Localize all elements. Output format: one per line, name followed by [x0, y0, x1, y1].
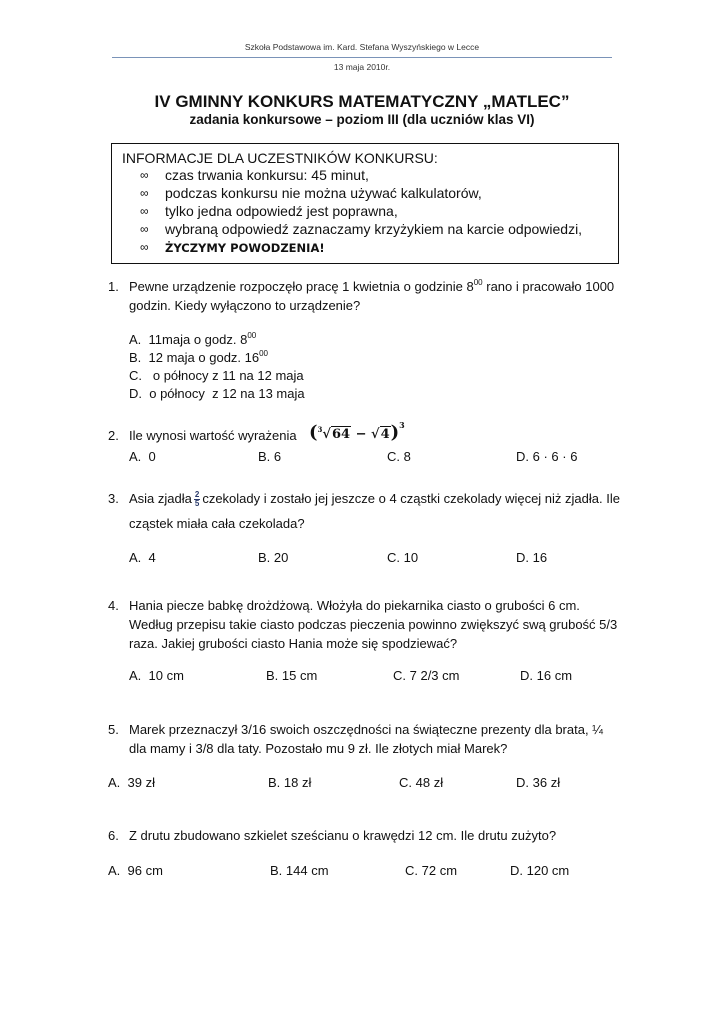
question-3-number: 3.: [108, 491, 119, 506]
q5-option-c[interactable]: C. 48 zł: [399, 775, 444, 790]
header-date: 13 maja 2010r.: [333, 62, 391, 72]
infinity-bullet-icon: ∞: [140, 204, 149, 218]
q4-option-a[interactable]: A. 10 cm: [129, 668, 184, 683]
question-1-text: Pewne urządzenie rozpoczęło pracę 1 kwietnia o godzinie $8^{00}$ rano i pracowało 1000 godzin. Kiedy wyłączono to urządzenie?: [129, 278, 615, 313]
q1-option-a[interactable]: A. 11maja o godz. $8^{00}$: [129, 331, 257, 347]
q3-option-b[interactable]: B. 20: [258, 550, 289, 565]
infinity-bullet-icon: ∞: [140, 240, 149, 254]
page-title: IV GMINNY KONKURS MATEMATYCZNY „MATLEC”: [154, 92, 570, 111]
page-subtitle: zadania konkursowe – poziom III (dla uczniów klas VI): [189, 112, 535, 127]
q2-option-b[interactable]: B. 6: [258, 449, 282, 464]
info-item: ∞ tylko jedna odpowiedź jest poprawna,: [140, 203, 398, 219]
infinity-bullet-icon: ∞: [140, 186, 149, 200]
infinity-bullet-icon: ∞: [140, 168, 149, 182]
q6-option-d[interactable]: D. 120 cm: [510, 863, 570, 878]
info-box: [111, 143, 619, 264]
q3-option-a[interactable]: A. 4: [129, 550, 156, 565]
school-name: Szkoła Podstawowa im. Kard. Stefana Wyszyńskiego w Lecce: [244, 42, 480, 52]
question-2-number: 2.: [108, 428, 119, 443]
q4-option-b[interactable]: B. 15 cm: [266, 668, 318, 683]
question-3-text-line2: cząstek miała cała czekolada?: [129, 516, 305, 531]
q3-option-c[interactable]: C. 10: [387, 550, 419, 565]
q1-option-b[interactable]: B. 12 maja o godz. $16^{00}$: [129, 349, 269, 365]
q3-fraction: $\frac{2}{5}$: [194, 490, 200, 509]
question-6-number: 6.: [108, 828, 119, 843]
infinity-bullet-icon: ∞: [140, 222, 149, 236]
q2-expression: $(^3√64 - √4)^3$: [309, 420, 405, 443]
q5-option-d[interactable]: D. 36 zł: [516, 775, 561, 790]
question-4-number: 4.: [108, 598, 119, 613]
q6-option-b[interactable]: B. 144 cm: [270, 863, 329, 878]
q1-option-d[interactable]: D. o północy z 12 na 13 maja: [129, 386, 305, 401]
q4-option-c[interactable]: C. 7 2/3 cm: [393, 668, 460, 683]
q2-option-c[interactable]: C. 8: [387, 449, 411, 464]
question-5-number: 5.: [108, 722, 119, 737]
question-1-number: 1.: [108, 279, 119, 294]
q3-option-d[interactable]: D. 16: [516, 550, 548, 565]
question-3-text: Asia zjadła $\frac{2}{5}$ czekolady i zostało jej jeszcze o 4 cząstki czekolady więcej niż zjadła. Ile: [129, 490, 620, 509]
header-divider: [112, 57, 612, 58]
info-item: ∞ czas trwania konkursu: 45 minut,: [140, 167, 369, 183]
info-heading: INFORMACJE DLA UCZESTNIKÓW KONKURSU:: [122, 150, 438, 166]
q5-option-a[interactable]: A. 39 zł: [108, 775, 155, 790]
q1-option-c[interactable]: C. o północy z 11 na 12 maja: [129, 368, 304, 383]
info-item: ∞ podczas konkursu nie można używać kalkulatorów,: [140, 185, 482, 201]
q6-option-c[interactable]: C. 72 cm: [405, 863, 458, 878]
q2-option-d[interactable]: D. 6 · 6 · 6: [516, 449, 578, 464]
q5-option-b[interactable]: B. 18 zł: [268, 775, 312, 790]
question-4-text: Hania piecze babkę drożdżową. Włożyła do piekarnika ciasto o grubości 6 cm. Według przepisu takie ciasto podczas pieczenia powinno zwiększyć swą grubość 5/3 raza. Jakiej grubości ciasto Hania może się spodziewać?: [129, 598, 618, 651]
q2-option-a[interactable]: A. 0: [129, 449, 156, 464]
info-item: ∞ wybraną odpowiedź zaznaczamy krzyżykiem na karcie odpowiedzi,: [140, 221, 583, 237]
question-6-text: Z drutu zbudowano szkielet sześcianu o krawędzi 12 cm. Ile drutu zużyto?: [129, 828, 557, 843]
question-2-text: Ile wynosi wartość wyrażenia: [129, 428, 297, 443]
q6-option-a[interactable]: A. 96 cm: [108, 863, 163, 878]
q4-option-d[interactable]: D. 16 cm: [520, 668, 573, 683]
question-5-text: Marek przeznaczył 3/16 swoich oszczędności na świąteczne prezenty dla brata, ¼ dla mamy i 3/8 dla taty. Pozostało mu 9 zł. Ile złotych miał Marek?: [129, 722, 604, 756]
info-item: ∞ ŻYCZYMY POWODZENIA!: [140, 240, 325, 255]
